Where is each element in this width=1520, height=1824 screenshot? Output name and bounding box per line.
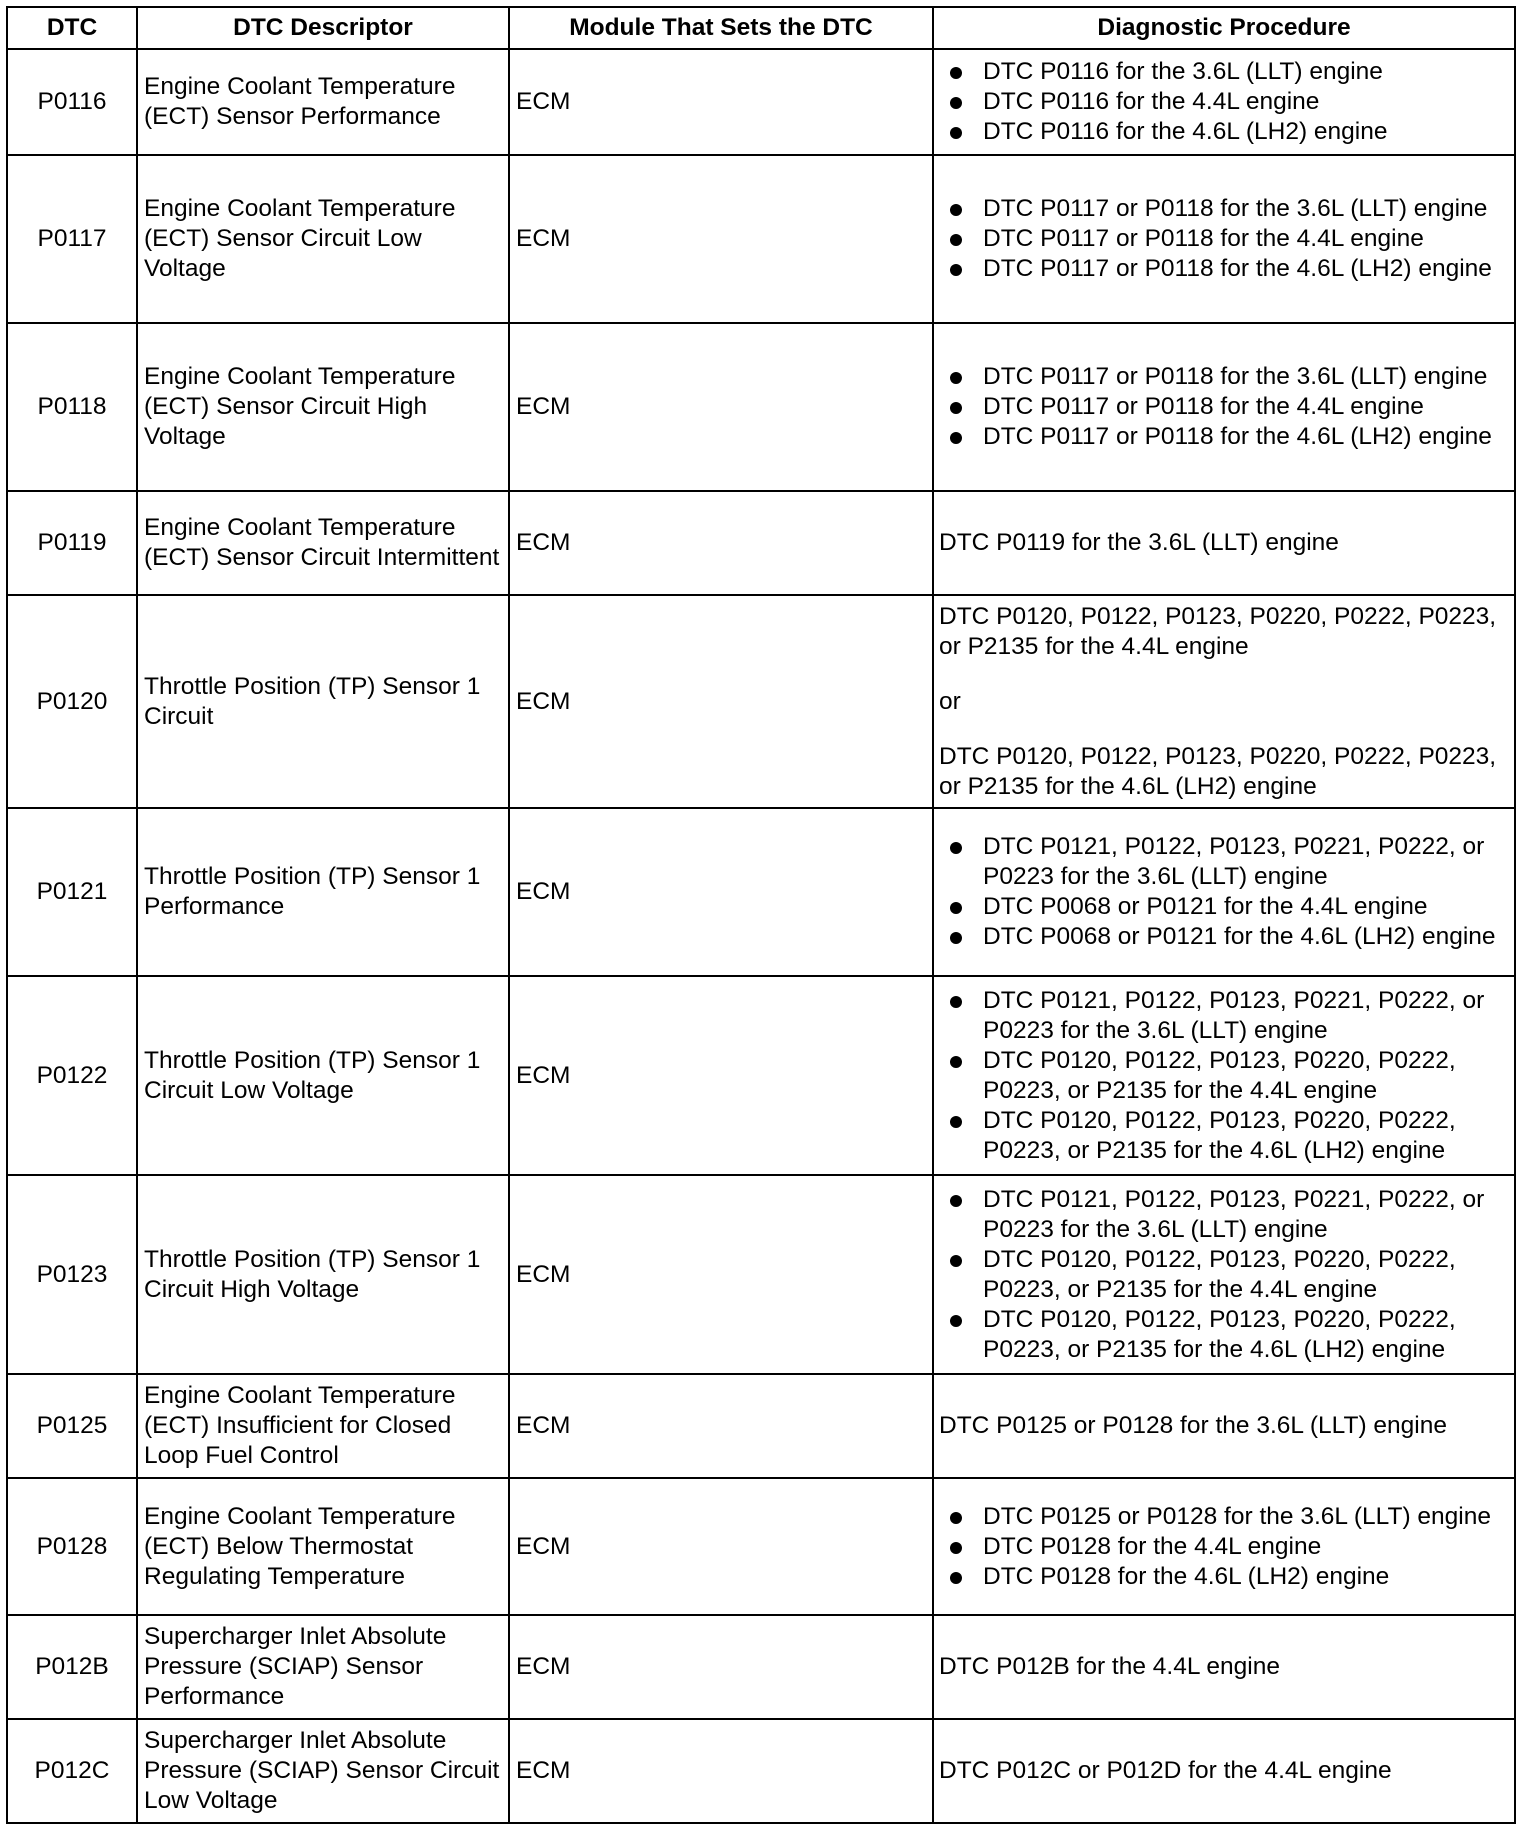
diagnostic-procedure [933, 323, 1515, 491]
list-item: DTC P0116 for the 3.6L (LLT) engine [983, 57, 1508, 87]
diagnostic-procedure [933, 976, 1515, 1175]
dtc-code: P0116 [7, 49, 137, 155]
module-name: ECM [509, 1478, 933, 1615]
list-item: DTC P0117 or P0118 for the 4.4L engine [983, 392, 1508, 422]
dtc-code: P0125 [7, 1374, 137, 1478]
diagnostic-procedure [933, 595, 1515, 808]
list-item: DTC P0117 or P0118 for the 4.4L engine [983, 224, 1508, 254]
list-item: DTC P0120, P0122, P0123, P0220, P0222, P0223, or P2135 for the 4.6L (LH2) engine [983, 1106, 1508, 1166]
dtc-descriptor: Engine Coolant Temperature (ECT) Sensor Performance [137, 49, 509, 155]
list-item: DTC P0121, P0122, P0123, P0221, P0222, or P0223 for the 3.6L (LLT) engine [983, 832, 1508, 892]
header-procedure: Diagnostic Procedure [933, 7, 1515, 49]
header-row [7, 7, 1515, 49]
table-row [7, 1478, 1515, 1615]
list-item: DTC P0068 or P0121 for the 4.4L engine [983, 892, 1508, 922]
diagnostic-procedure [933, 491, 1515, 595]
table-row [7, 976, 1515, 1175]
procedure-text: DTC P0119 for the 3.6L (LLT) engine [939, 529, 1339, 556]
list-item: DTC P0120, P0122, P0123, P0220, P0222, P0223, or P2135 for the 4.6L (LH2) engine [983, 1305, 1508, 1365]
list-item: DTC P0068 or P0121 for the 4.6L (LH2) engine [983, 922, 1508, 952]
procedure-text: DTC P0125 or P0128 for the 3.6L (LLT) engine [939, 1412, 1447, 1439]
module-name: ECM [509, 1719, 933, 1823]
list-item: DTC P0121, P0122, P0123, P0221, P0222, or P0223 for the 3.6L (LLT) engine [983, 986, 1508, 1046]
list-item: DTC P0128 for the 4.4L engine [983, 1532, 1508, 1562]
list-item: DTC P0117 or P0118 for the 3.6L (LLT) engine [983, 194, 1508, 224]
table-row [7, 808, 1515, 976]
diagnostic-procedure [933, 49, 1515, 155]
dtc-code: P0122 [7, 976, 137, 1175]
dtc-descriptor: Engine Coolant Temperature (ECT) Sensor Circuit Low Voltage [137, 155, 509, 323]
table-row [7, 323, 1515, 491]
dtc-code: P0118 [7, 323, 137, 491]
diagnostic-procedure [933, 1478, 1515, 1615]
dtc-descriptor: Throttle Position (TP) Sensor 1 Circuit [137, 595, 509, 808]
procedure-list [939, 194, 1508, 284]
procedure-text: DTC P012B for the 4.4L engine [939, 1653, 1280, 1680]
list-item: DTC P0117 or P0118 for the 4.6L (LH2) engine [983, 254, 1508, 284]
procedure-list [939, 986, 1508, 1166]
list-item: DTC P0120, P0122, P0123, P0220, P0222, P0223, or P2135 for the 4.4L engine [983, 1245, 1508, 1305]
dtc-code: P0120 [7, 595, 137, 808]
procedure-list [939, 832, 1508, 952]
module-name: ECM [509, 976, 933, 1175]
dtc-code: P012C [7, 1719, 137, 1823]
dtc-code: P0128 [7, 1478, 137, 1615]
dtc-descriptor: Throttle Position (TP) Sensor 1 Performance [137, 808, 509, 976]
dtc-table [6, 6, 1516, 1824]
module-name: ECM [509, 595, 933, 808]
table-row [7, 155, 1515, 323]
procedure-text: DTC P0120, P0122, P0123, P0220, P0222, P0223, or P2135 for the 4.4L engine [939, 602, 1497, 660]
module-name: ECM [509, 808, 933, 976]
diagnostic-procedure [933, 1175, 1515, 1374]
diagnostic-procedure [933, 808, 1515, 976]
dtc-descriptor: Throttle Position (TP) Sensor 1 Circuit High Voltage [137, 1175, 509, 1374]
table-row [7, 1374, 1515, 1478]
procedure-list [939, 1502, 1508, 1592]
dtc-code: P0117 [7, 155, 137, 323]
dtc-code: P0121 [7, 808, 137, 976]
diagnostic-procedure [933, 1719, 1515, 1823]
header-dtc: DTC [7, 7, 137, 49]
table-row [7, 1719, 1515, 1823]
list-item: DTC P0121, P0122, P0123, P0221, P0222, or P0223 for the 3.6L (LLT) engine [983, 1185, 1508, 1245]
diagnostic-procedure [933, 1374, 1515, 1478]
list-item: DTC P0125 or P0128 for the 3.6L (LLT) engine [983, 1502, 1508, 1532]
procedure-text: DTC P012C or P012D for the 4.4L engine [939, 1757, 1392, 1784]
list-item: DTC P0117 or P0118 for the 3.6L (LLT) engine [983, 362, 1508, 392]
list-item: DTC P0116 for the 4.6L (LH2) engine [983, 117, 1508, 147]
module-name: ECM [509, 49, 933, 155]
dtc-descriptor: Engine Coolant Temperature (ECT) Sensor Circuit High Voltage [137, 323, 509, 491]
module-name: ECM [509, 323, 933, 491]
dtc-descriptor: Supercharger Inlet Absolute Pressure (SCIAP) Sensor Circuit Low Voltage [137, 1719, 509, 1823]
procedure-list [939, 362, 1508, 452]
list-item: DTC P0116 for the 4.4L engine [983, 87, 1508, 117]
module-name: ECM [509, 491, 933, 595]
dtc-code: P0123 [7, 1175, 137, 1374]
dtc-descriptor: Throttle Position (TP) Sensor 1 Circuit Low Voltage [137, 976, 509, 1175]
list-item: DTC P0117 or P0118 for the 4.6L (LH2) engine [983, 422, 1508, 452]
diagnostic-procedure [933, 1615, 1515, 1719]
header-module: Module That Sets the DTC [509, 7, 933, 49]
procedure-list [939, 1185, 1508, 1365]
dtc-descriptor: Supercharger Inlet Absolute Pressure (SCIAP) Sensor Performance [137, 1615, 509, 1719]
procedure-list [939, 57, 1508, 147]
table-row [7, 491, 1515, 595]
dtc-descriptor: Engine Coolant Temperature (ECT) Insufficient for Closed Loop Fuel Control [137, 1374, 509, 1478]
header-descriptor: DTC Descriptor [137, 7, 509, 49]
dtc-code: P0119 [7, 491, 137, 595]
module-name: ECM [509, 1374, 933, 1478]
dtc-descriptor: Engine Coolant Temperature (ECT) Sensor Circuit Intermittent [137, 491, 509, 595]
module-name: ECM [509, 1615, 933, 1719]
module-name: ECM [509, 155, 933, 323]
diagnostic-procedure [933, 155, 1515, 323]
procedure-text: DTC P0120, P0122, P0123, P0220, P0222, P0223, or P2135 for the 4.6L (LH2) engine [939, 742, 1497, 800]
dtc-code: P012B [7, 1615, 137, 1719]
table-row [7, 595, 1515, 808]
dtc-descriptor: Engine Coolant Temperature (ECT) Below Thermostat Regulating Temperature [137, 1478, 509, 1615]
list-item: DTC P0120, P0122, P0123, P0220, P0222, P0223, or P2135 for the 4.4L engine [983, 1046, 1508, 1106]
module-name: ECM [509, 1175, 933, 1374]
procedure-text: or [939, 687, 961, 715]
table-row [7, 49, 1515, 155]
table-row [7, 1175, 1515, 1374]
table-row [7, 1615, 1515, 1719]
list-item: DTC P0128 for the 4.6L (LH2) engine [983, 1562, 1508, 1592]
